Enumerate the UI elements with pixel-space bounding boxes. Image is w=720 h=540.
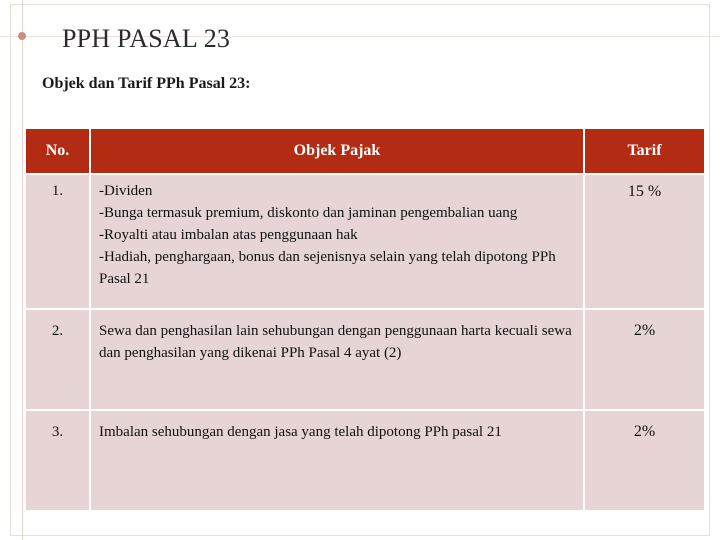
decorative-dot xyxy=(18,32,26,40)
row-tarif: 2% xyxy=(585,310,704,409)
objek-line: Sewa dan penghasilan lain sehubungan dengan penggunaan harta kecuali sewa dan penghasilan yang dikenai PPh Pasal 4 ayat (2) xyxy=(99,323,572,361)
table-row xyxy=(26,411,704,510)
decorative-vertical-line xyxy=(22,0,23,540)
tax-rate-table xyxy=(24,127,706,512)
objek-line: -Royalti atau imbalan atas penggunaan hak xyxy=(99,227,358,243)
header-objek-pajak: Objek Pajak xyxy=(91,129,583,173)
objek-line: Imbalan sehubungan dengan jasa yang telah dipotong PPh pasal 21 xyxy=(99,424,502,440)
row-tarif: 15 % xyxy=(585,175,704,308)
row-number: 3. xyxy=(26,411,89,510)
row-number: 2. xyxy=(26,310,89,409)
slide-subtitle: Objek dan Tarif PPh Pasal 23: xyxy=(42,75,251,92)
header-tarif: Tarif xyxy=(585,129,704,173)
objek-line: -Hadiah, penghargaan, bonus dan sejenisnya selain yang telah dipotong PPh Pasal 21 xyxy=(99,249,556,287)
objek-line: -Dividen xyxy=(99,183,153,199)
table-header-row xyxy=(26,129,704,173)
row-objek-pajak xyxy=(91,310,583,409)
row-number: 1. xyxy=(26,175,89,308)
slide-title: PPH PASAL 23 xyxy=(62,24,231,53)
header-no: No. xyxy=(26,129,89,173)
row-tarif: 2% xyxy=(585,411,704,510)
table-row xyxy=(26,310,704,409)
objek-line: -Bunga termasuk premium, diskonto dan jaminan pengembalian uang xyxy=(99,205,518,221)
row-objek-pajak xyxy=(91,411,583,510)
row-objek-pajak xyxy=(91,175,583,308)
table-row xyxy=(26,175,704,308)
